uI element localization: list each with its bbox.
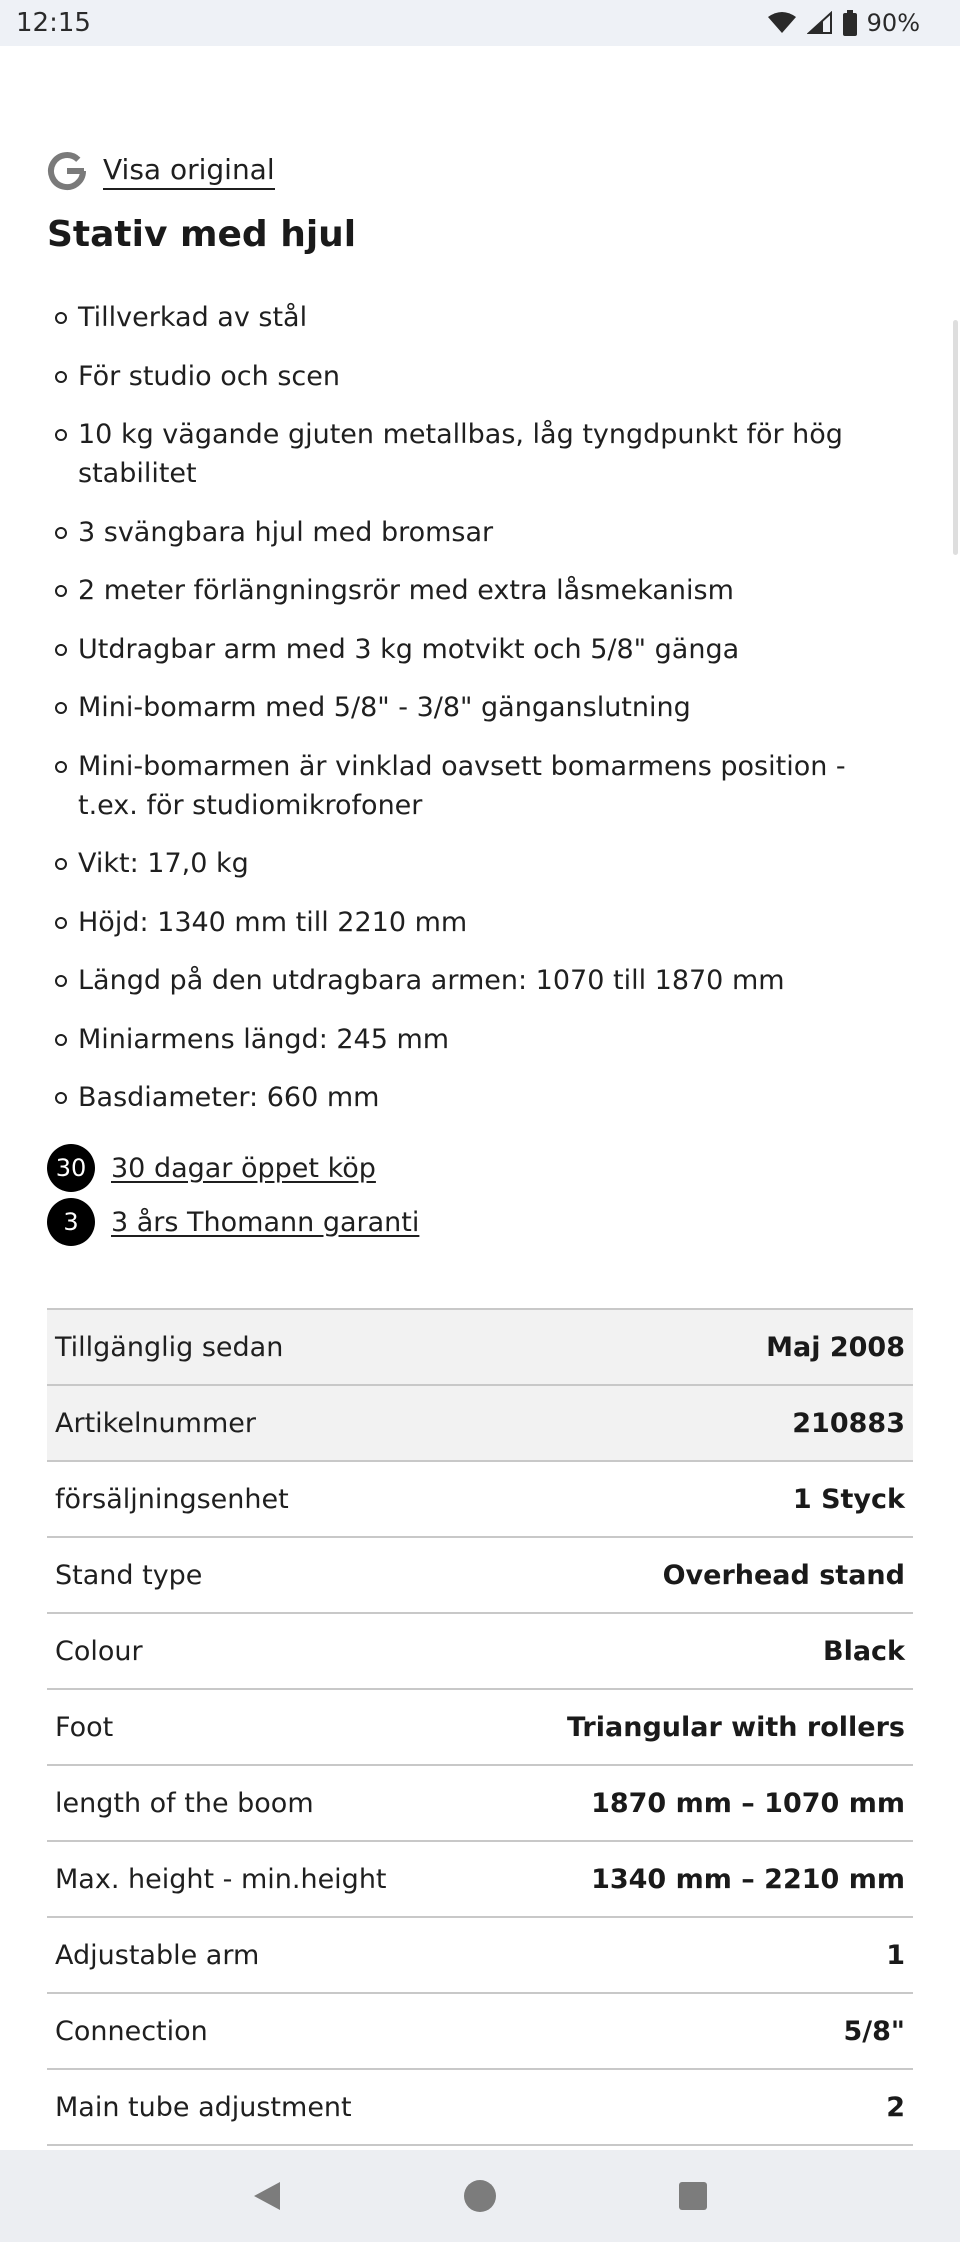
bullet-icon	[55, 761, 67, 773]
status-icons	[767, 9, 920, 37]
bullet-icon	[55, 644, 67, 656]
spec-label: Stand type	[55, 1559, 203, 1591]
spec-value: 1870 mm – 1070 mm	[591, 1787, 905, 1819]
bullet-icon	[55, 585, 67, 597]
spec-label: Adjustable arm	[55, 1939, 260, 1971]
spec-label: Foot	[55, 1711, 114, 1743]
feature-list	[47, 298, 913, 1137]
badge-number: 30	[47, 1144, 95, 1192]
warranty-link[interactable]: 3 års Thomann garanti	[111, 1206, 420, 1238]
translate-row	[47, 146, 275, 196]
spec-value: 210883	[792, 1407, 905, 1439]
spec-row	[47, 1994, 913, 2070]
feature-item: 3 svängbara hjul med bromsar	[47, 513, 913, 552]
bullet-icon	[55, 527, 67, 539]
feature-item: Mini-bomarmen är vinklad oavsett bomarmens position - t.ex. för studiomikrofoner	[47, 747, 913, 825]
service-badges	[47, 1143, 419, 1251]
product-title: Stativ med hjul	[47, 214, 357, 255]
bullet-icon	[55, 1092, 67, 1104]
recents-icon	[678, 2181, 708, 2211]
feature-item: Höjd: 1340 mm till 2210 mm	[47, 903, 913, 942]
bullet-icon	[55, 917, 67, 929]
feature-item: Tillverkad av stål	[47, 298, 913, 337]
spec-value: 1 Styck	[792, 1483, 905, 1515]
wifi-icon	[767, 11, 797, 35]
spec-row	[47, 1842, 913, 1918]
spec-value: 1340 mm – 2210 mm	[591, 1863, 905, 1895]
scrollbar-thumb[interactable]	[953, 320, 958, 555]
feature-item: Mini-bomarm med 5/8" - 3/8" gänganslutning	[47, 688, 913, 727]
home-icon	[463, 2179, 497, 2213]
battery-level: 90%	[866, 9, 920, 37]
spec-row	[47, 2070, 913, 2146]
spec-row	[47, 1690, 913, 1766]
cell-signal-icon	[807, 11, 833, 35]
spec-label: length of the boom	[55, 1787, 314, 1819]
spec-label: Connection	[55, 2015, 208, 2047]
bullet-icon	[55, 975, 67, 987]
spec-label: Main tube adjustment	[55, 2091, 352, 2123]
recents-button[interactable]	[673, 2176, 713, 2216]
google-g-icon	[47, 151, 87, 191]
spec-row	[47, 1386, 913, 1462]
home-button[interactable]	[460, 2176, 500, 2216]
spec-row	[47, 1462, 913, 1538]
back-button[interactable]	[247, 2176, 287, 2216]
spec-value: 1	[886, 1939, 905, 1971]
badge-number: 3	[47, 1198, 95, 1246]
bullet-icon	[55, 312, 67, 324]
spec-row	[47, 1310, 913, 1386]
feature-item: Basdiameter: 660 mm	[47, 1078, 913, 1117]
status-time: 12:15	[16, 8, 91, 38]
spec-value: 2	[886, 2091, 905, 2123]
spec-row	[47, 1918, 913, 1994]
feature-item: 2 meter förlängningsrör med extra låsmekanism	[47, 571, 913, 610]
spec-row	[47, 1538, 913, 1614]
bullet-icon	[55, 858, 67, 870]
feature-item: 10 kg vägande gjuten metallbas, låg tyngdpunkt för hög stabilitet	[47, 415, 913, 493]
spec-label: försäljningsenhet	[55, 1483, 289, 1515]
feature-item: För studio och scen	[47, 357, 913, 396]
spec-value: Black	[822, 1635, 905, 1667]
system-nav-bar	[0, 2150, 960, 2242]
battery-icon	[843, 10, 857, 36]
spec-label: Artikelnummer	[55, 1407, 256, 1439]
spec-value: Overhead stand	[662, 1559, 905, 1591]
bullet-icon	[55, 702, 67, 714]
spec-label: Tillgänglig sedan	[55, 1331, 284, 1363]
visa-original-link[interactable]: Visa original	[103, 153, 275, 190]
feature-item: Längd på den utdragbara armen: 1070 till 1870 mm	[47, 961, 913, 1000]
badge-warranty	[47, 1197, 419, 1247]
feature-item: Utdragbar arm med 3 kg motvikt och 5/8" gänga	[47, 630, 913, 669]
spec-value: Maj 2008	[766, 1331, 905, 1363]
badge-return-policy	[47, 1143, 419, 1193]
spec-value: Triangular with rollers	[566, 1711, 905, 1743]
spec-table	[47, 1308, 913, 2146]
feature-item: Miniarmens längd: 245 mm	[47, 1020, 913, 1059]
spec-label: Colour	[55, 1635, 143, 1667]
bullet-icon	[55, 1034, 67, 1046]
return-policy-link[interactable]: 30 dagar öppet köp	[111, 1152, 376, 1184]
feature-item: Vikt: 17,0 kg	[47, 844, 913, 883]
bullet-icon	[55, 429, 67, 441]
spec-row	[47, 1766, 913, 1842]
bullet-icon	[55, 371, 67, 383]
status-bar	[0, 0, 960, 46]
spec-label: Max. height - min.height	[55, 1863, 387, 1895]
spec-row	[47, 1614, 913, 1690]
spec-value: 5/8"	[843, 2015, 905, 2047]
back-icon	[250, 2179, 284, 2213]
